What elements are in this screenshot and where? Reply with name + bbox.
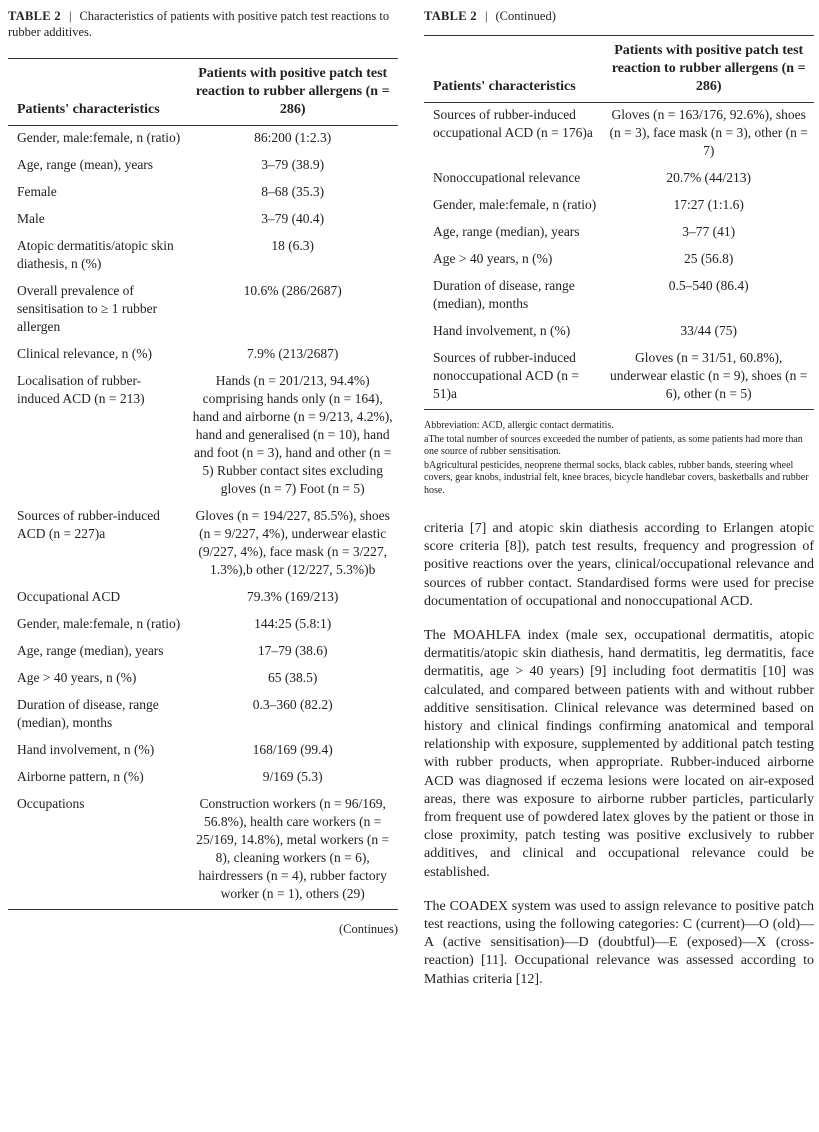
table-row [8,765,398,792]
left-column [8,8,398,937]
table-row [8,639,398,666]
row-value: Gloves (n = 31/51, 60.8%), underwear elastic (n = 9), shoes (n = 6), other (n = 5) [609,350,808,401]
table-row [424,319,814,346]
table-number: TABLE 2 [8,9,61,23]
row-value: Construction workers (n = 96/169, 56.8%), health care workers (n = 25/169, 14.8%), metal workers (n = 8), cleaning workers (n = 6), hairdressers (n = 4), rubber factory worker (n = 1), others (29) [196,796,390,901]
row-value: 33/44 (75) [680,323,737,338]
row-label: Atopic dermatitis/atopic skin diathesis, n (%) [17,238,174,271]
table-row [424,193,814,220]
table-footnotes [424,420,814,497]
row-label: Overall prevalence of sensitisation to ≥ 1 rubber allergen [17,283,158,334]
row-label: Clinical relevance, n (%) [17,346,152,361]
row-value: Gloves (n = 163/176, 92.6%), shoes (n = 3), face mask (n = 3), other (n = 7) [609,107,808,158]
row-value: 168/169 (99.4) [252,742,333,757]
table-caption-text: Characteristics of patients with positive patch test reactions to rubber additives. [8,9,390,39]
table-row [424,103,814,167]
row-label: Age, range (mean), years [17,157,154,172]
table-caption: TABLE 2 | (Continued) [424,9,556,23]
row-value: 20.7% (44/213) [666,170,752,185]
table-row [8,504,398,585]
row-value: Hands (n = 201/213, 94.4%) comprising hands only (n = 164), hand and airborne (n = 9/213, 4.2%), hand and generalised (n = 10), hand and foot (n = 3), hand and other (n = 5) Rubber contact sites excluding gloves (n = 7) Foot (n = 5) [192,373,393,496]
table-row [8,279,398,342]
table-row [8,693,398,738]
table-row [424,166,814,193]
row-value: 0.5–540 (86.4) [668,278,749,293]
table-row [8,153,398,180]
header-patients-positive: Patients with positive patch test reaction to rubber allergens (n = 286) [611,43,806,94]
table-caption-text: (Continued) [495,9,556,23]
header-patients-characteristics: Patients' characteristics [433,79,576,94]
body-paragraph: The COADEX system was used to assign relevance to positive patch test reactions, using the following categories: C (current)—O (old)—A (active sensitisation)—D (doubtful)—E (exposed)—X (cross-reaction) [11]. Occupational relevance was assessed according to Mathias criteria [12]. [424,898,814,987]
table-row [8,126,398,154]
footnote: Abbreviation: ACD, allergic contact dermatitis. [424,420,614,431]
body-paragraph: The MOAHLFA index (male sex, occupational dermatitis, atopic dermatitis/atopic skin diathesis, hand dermatitis, leg dermatitis, face dermatitis, age > 40 years) [9] including foot dermatitis [10] was calculated, and compared between patients with and without rubber additive sensitisation. Clinical relevance was determined based on history and clinical findings confirming anatomical and temporal relationship with exposure, supplemented by additional patch testing with rubber products, when appropriate. Rubber-induced airborne ACD was diagnosed if eczema lesions were located on air-exposed areas, there was exposure to airborne rubber particles, particularly from frequent use of powdered latex gloves by the patient or those in close proximity, patch testing was positive exclusively to rubber additives, and clinical and occupational relevance could be established. [424,628,814,880]
table-row [424,247,814,274]
row-value: Gloves (n = 194/227, 85.5%), shoes (n = 9/227, 4%), underwear elastic (9/227, 4%), face mask (n = 3/227, 1.3%),b other (12/227, 5.3%)b [195,508,390,577]
row-label: Age, range (median), years [433,224,580,239]
row-value: 3–79 (38.9) [261,157,325,172]
table-row [424,220,814,247]
row-label: Nonoccupational relevance [433,170,581,185]
row-value: 3–79 (40.4) [261,211,325,226]
row-value: 25 (56.8) [683,251,734,266]
table-row [8,666,398,693]
row-label: Duration of disease, range (median), months [17,697,159,730]
continues-label: (Continues) [338,922,398,936]
row-value: 18 (6.3) [271,238,315,253]
row-label: Occupations [17,796,85,811]
row-label: Occupational ACD [17,589,121,604]
table-header-row [8,59,398,126]
row-label: Female [17,184,57,199]
row-label: Gender, male:female, n (ratio) [17,130,181,145]
row-value: 86:200 (1:2.3) [254,130,332,145]
footnote: bAgricultural pesticides, neoprene thermal socks, black cables, rubber bands, steering wheel covers, gear knobs, industrial felt, knee braces, bicycle handlebar covers, basketballs and rubber hose. [424,459,809,496]
table-row [8,738,398,765]
table-row [8,234,398,279]
row-label: Age > 40 years, n (%) [433,251,553,266]
row-value: 17–79 (38.6) [257,643,328,658]
row-label: Sources of rubber-induced nonoccupational ACD (n = 51)a [433,350,579,401]
table-caption: TABLE 2 | Characteristics of patients with positive patch test reactions to rubber additives. [8,9,390,39]
row-value: 0.3–360 (82.2) [252,697,333,712]
row-label: Gender, male:female, n (ratio) [17,616,181,631]
table-row [8,585,398,612]
body-paragraph: criteria [7] and atopic skin diathesis according to Erlangen atopic score criteria [8]), patch test results, frequency and progression of positive reactions over the years, clinical/occupational relevance and sources of rubber contact. Standardised forms were used for precise documentation of occupational and nonoccupational ACD. [424,521,814,609]
table-row [8,180,398,207]
row-value: 10.6% (286/2687) [243,283,342,298]
row-label: Age, range (median), years [17,643,164,658]
row-value: 144:25 (5.8:1) [254,616,332,631]
row-label: Duration of disease, range (median), months [433,278,575,311]
row-label: Male [17,211,45,226]
row-value: 17:27 (1:1.6) [673,197,744,212]
row-label: Airborne pattern, n (%) [17,769,144,784]
table-row [8,792,398,910]
row-value: 3–77 (41) [682,224,736,239]
header-patients-positive: Patients with positive patch test reaction to rubber allergens (n = 286) [195,66,390,117]
footnote: aThe total number of sources exceeded the number of patients, as some patients had more than one source of rubber sensitisation. [424,433,803,457]
row-value: 9/169 (5.3) [262,769,323,784]
row-label: Sources of rubber-induced occupational ACD (n = 176)a [433,107,593,140]
right-column [424,8,814,1005]
table-row [8,207,398,234]
row-label: Sources of rubber-induced ACD (n = 227)a [17,508,160,541]
table-row [8,612,398,639]
row-value: 8–68 (35.3) [261,184,325,199]
row-value: 79.3% (169/213) [246,589,339,604]
characteristics-table [8,58,398,910]
row-label: Hand involvement, n (%) [17,742,155,757]
table-row [424,346,814,410]
row-label: Age > 40 years, n (%) [17,670,137,685]
table-number: TABLE 2 [424,9,477,23]
table-row [8,369,398,504]
row-label: Hand involvement, n (%) [433,323,571,338]
table-row [8,342,398,369]
characteristics-table-continued [424,35,814,410]
table-header-row [424,36,814,103]
header-patients-characteristics: Patients' characteristics [17,102,160,117]
row-value: 7.9% (213/2687) [246,346,339,361]
row-label: Gender, male:female, n (ratio) [433,197,597,212]
row-label: Localisation of rubber-induced ACD (n = 213) [17,373,145,406]
row-value: 65 (38.5) [267,670,318,685]
table-row [424,274,814,319]
